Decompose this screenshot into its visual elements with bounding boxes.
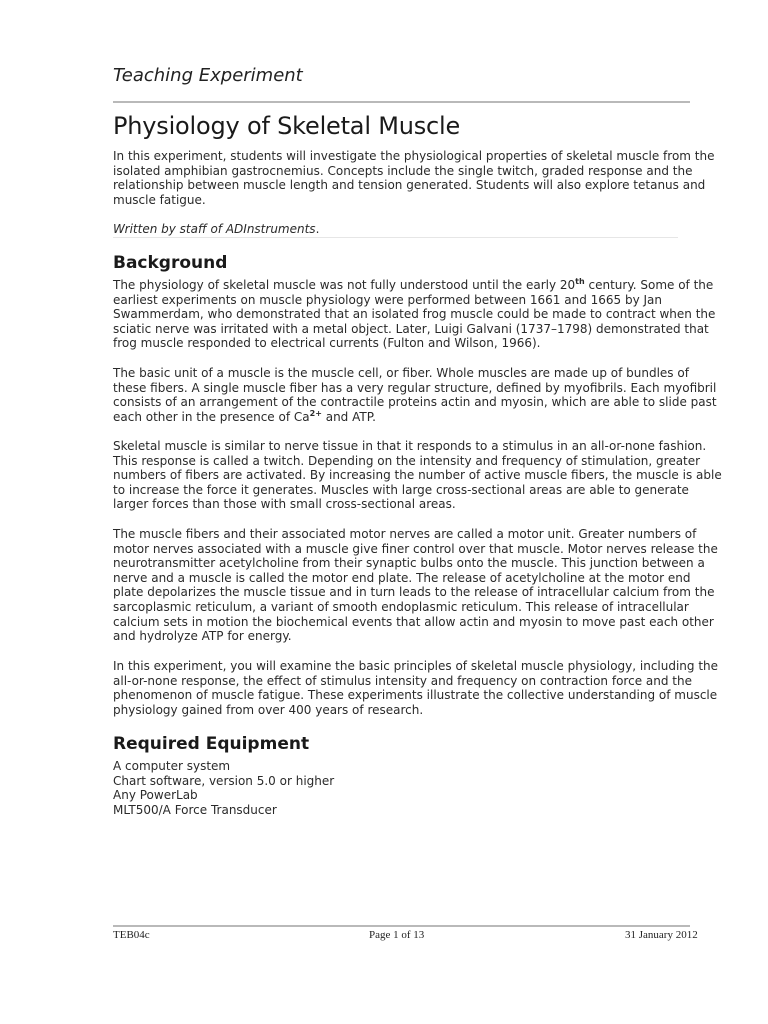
footer-page-number: Page 1 of 13 <box>369 929 425 941</box>
list-item: Chart software, version 5.0 or higher <box>113 773 335 788</box>
list-item: Any PowerLab <box>113 788 198 803</box>
background-paragraph-4: The muscle fibers and their associated motor nerves are called a motor unit. Greater numbers of motor nerves associated with a muscle give finer control over that muscle. Motor nerves release the neurotransmitter acetylcholine from their synaptic bulbs onto the muscle. This junction between a nerve and a muscle is called the motor end plate. The release of acetylcholine at the motor end plate depolarizes the muscle tissue and in turn leads to the release of intracellular calcium from the sarcoplasmic reticulum, a variant of smooth endoplasmic reticulum. This release of intracellular calcium sets in motion the biochemical events that allow actin and myosin to move past each other and hydrolyze ATP for energy. <box>113 527 718 644</box>
footer-rule <box>113 925 690 927</box>
p2-text-a: The basic unit of a muscle is the muscle cell, or fiber. Whole muscles are made up of bundles of these fibers. A single muscle fiber has a very regular structure, defined by myofibrils. Each myofibril consists of an arrangement of the contractile proteins actin and myosin, which are able to slide past each other in the presence of Ca <box>113 366 717 424</box>
p1-text-a: The physiology of skeletal muscle was not fully understood until the early 20 <box>113 278 576 292</box>
footer-date: 31 January 2012 <box>625 929 698 941</box>
background-paragraph-5: In this experiment, you will examine the basic principles of skeletal muscle physiology, including the all-or-none response, the effect of stimulus intensity and frequency on contraction force and the phenomenon of muscle fatigue. These experiments illustrate the collective understanding of muscle physiology gained from over 400 years of research. <box>113 659 719 717</box>
p1-superscript: th <box>575 277 585 286</box>
footer-doc-code: TEB04c <box>113 929 150 941</box>
credit-line <box>113 222 723 237</box>
list-item: A computer system <box>113 759 231 773</box>
list-item: MLT500/A Force Transducer <box>113 802 277 817</box>
background-paragraph-1 <box>113 278 723 351</box>
header-rule <box>113 101 690 103</box>
intro-paragraph: In this experiment, students will investigate the physiological properties of skeletal muscle from the isolated amphibian gastrocnemius. Concepts include the single twitch, graded response and the relationship between muscle length and tension generated. Students will also explore tetanus and muscle fatigue. <box>113 149 715 207</box>
running-header: Teaching Experiment <box>113 65 303 86</box>
background-paragraph-3: Skeletal muscle is similar to nerve tissue in that it responds to a stimulus in an all-or-none fashion. This response is called a twitch. Depending on the intensity and frequency of stimulation, greater numbers of fibers are activated. By increasing the number of active muscle fibers, the muscle is able to increase the force it generates. Muscles with large cross-sectional areas are able to generate larger forces than those with small cross-sectional areas. <box>113 439 722 512</box>
background-heading: Background <box>113 253 228 273</box>
equipment-heading: Required Equipment <box>113 734 310 754</box>
p2-text-b: and ATP. <box>321 409 376 424</box>
equipment-list <box>113 759 334 817</box>
credit-text: Written by staff of ADInstruments <box>113 222 316 236</box>
credit-suffix: . <box>315 222 320 236</box>
credit-rule <box>113 237 678 238</box>
p2-superscript: 2+ <box>309 408 322 418</box>
p1-text-b: century. Some of the earliest experiments on muscle physiology were performed between 1661 and 1665 by Jan Swammerdam, who demonstrated that an isolated frog muscle could be made to contract when the sciatic nerve was irritated with a metal object. Later, Luigi Galvani (1737–1798) demonstrated that frog muscle responded to electrical currents (Fulton and Wilson, 1966). <box>113 278 716 351</box>
page-title: Physiology of Skeletal Muscle <box>113 112 461 140</box>
background-paragraph-2 <box>113 366 723 424</box>
